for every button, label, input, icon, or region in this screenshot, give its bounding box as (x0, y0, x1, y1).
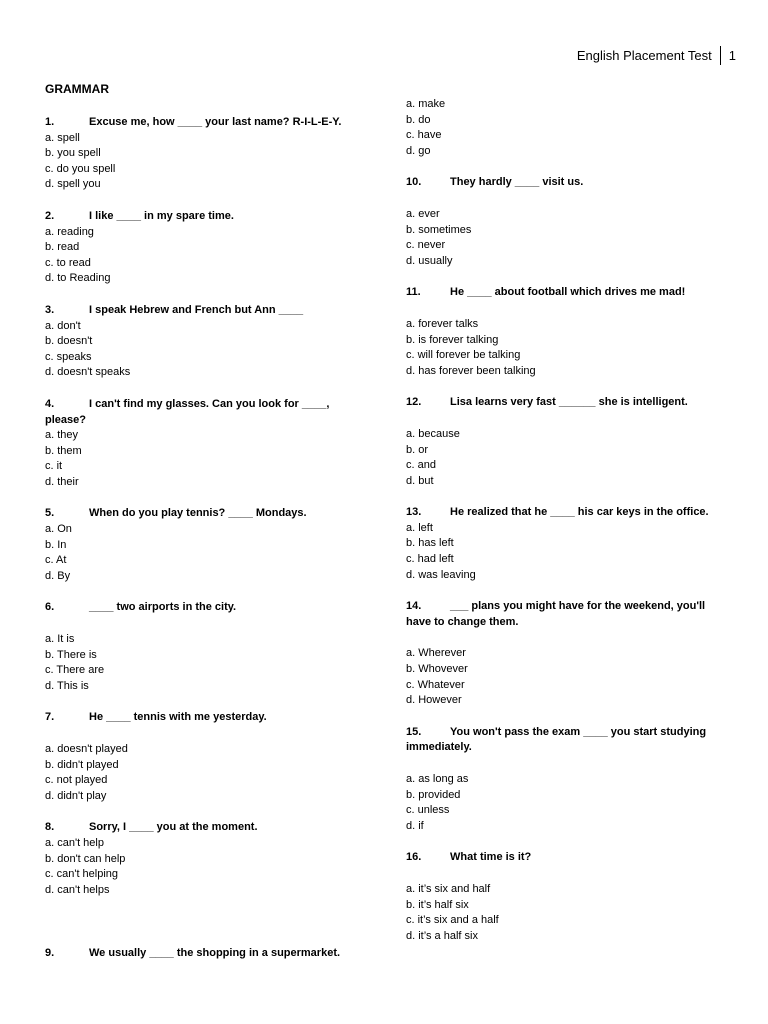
answer-option[interactable]: c. At (45, 554, 67, 567)
answer-option[interactable]: d. their (45, 475, 79, 488)
answer-option[interactable]: c. unless (406, 804, 450, 817)
answer-option[interactable]: a. On (45, 523, 72, 536)
answer-option[interactable]: c. never (406, 239, 446, 252)
question-16 (406, 850, 716, 944)
question-text: 5. When do you play tennis? ____ Mondays. (45, 507, 307, 520)
answer-option[interactable]: a. it’s six and half (406, 882, 491, 895)
answer-option[interactable]: b. didn't played (45, 758, 119, 771)
answer-option[interactable]: a. spell (45, 131, 80, 144)
left-column (45, 115, 345, 962)
question-text: 11. He ____ about football which drives me mad! (406, 286, 686, 299)
answer-option[interactable]: a. forever talks (406, 317, 479, 330)
section-title: GRAMMAR (45, 82, 109, 96)
answer-option[interactable]: d. doesn't speaks (45, 366, 131, 379)
answer-option[interactable]: c. and (406, 459, 436, 472)
answer-option[interactable]: b. you spell (45, 147, 101, 160)
right-column (406, 97, 716, 944)
answer-option[interactable]: b. has left (406, 537, 454, 550)
answer-option[interactable]: a. as long as (406, 773, 469, 785)
question-text: 7. He ____ tennis with me yesterday. (45, 711, 267, 724)
answer-option[interactable]: d. was leaving (406, 568, 476, 581)
question-8 (45, 820, 345, 898)
answer-option[interactable]: a. can't help (45, 836, 104, 849)
answer-option[interactable]: a. because (406, 427, 460, 440)
question-1 (45, 115, 345, 193)
answer-option[interactable]: d. can't helps (45, 883, 110, 896)
page-number: 1 (728, 48, 736, 63)
header-title: English Placement Test (576, 48, 712, 63)
question-11 (406, 285, 716, 379)
question-text: 13. He realized that he ____ his car keys in the office. (406, 506, 709, 519)
answer-option[interactable]: b. it’s half six (406, 898, 469, 911)
question-text: 15. You won't pass the exam ____ you start studying immediately. (406, 725, 707, 754)
answer-option[interactable]: c. Whatever (406, 678, 465, 691)
question-text: 4. I can't find my glasses. Can you look for ____, please? (45, 397, 330, 426)
question-text: 16. What time is it? (406, 851, 532, 864)
answer-option[interactable]: c. have (406, 129, 442, 142)
answer-option[interactable]: b. Whovever (406, 663, 468, 676)
answer-option[interactable]: a. make (406, 98, 446, 110)
question-text: 6. ____ two airports in the city. (45, 601, 237, 614)
answer-option[interactable]: d. go (406, 144, 431, 157)
answer-option[interactable]: a. don't (45, 319, 81, 332)
question-text: 3. I speak Hebrew and French but Ann ____ (45, 303, 304, 316)
answer-option[interactable]: c. it’s six and a half (406, 914, 499, 927)
question-6 (45, 600, 345, 694)
answer-option[interactable]: d. but (406, 474, 434, 487)
question-3 (45, 303, 345, 381)
page-header (577, 46, 736, 65)
answer-option[interactable]: c. had left (406, 553, 454, 566)
question-2 (45, 209, 345, 287)
answer-option[interactable]: b. sometimes (406, 223, 472, 236)
question-text: 1. Excuse me, how ____ your last name? R-I-L-E-Y. (45, 116, 342, 128)
answer-option[interactable]: b. read (45, 241, 80, 254)
question-9 (45, 946, 345, 962)
answer-option[interactable]: a. reading (45, 225, 94, 238)
answer-option[interactable]: c. it (45, 460, 63, 473)
answer-option[interactable]: c. There are (45, 664, 105, 677)
answer-option[interactable]: a. ever (406, 207, 440, 220)
question-15 (406, 725, 716, 835)
answer-option[interactable]: d. has forever been talking (406, 364, 536, 377)
answer-option[interactable]: c. not played (45, 774, 108, 787)
question-text: 8. Sorry, I ____ you at the moment. (45, 821, 258, 834)
answer-option[interactable]: b. doesn't (45, 335, 93, 348)
answer-option[interactable]: d. if (406, 819, 424, 832)
answer-option[interactable]: c. to read (45, 256, 91, 269)
answer-option[interactable]: b. In (45, 538, 67, 551)
answer-option[interactable]: b. There is (45, 648, 97, 661)
question-text: 12. Lisa learns very fast ______ she is intelligent. (406, 396, 688, 409)
question-text: 2. I like ____ in my spare time. (45, 209, 234, 222)
answer-option[interactable]: a. left (406, 521, 433, 534)
answer-option[interactable]: d. to Reading (45, 272, 111, 285)
question-5 (45, 506, 345, 584)
answer-option[interactable]: c. speaks (45, 350, 92, 363)
answer-option[interactable]: b. or (406, 443, 429, 456)
question-4 (45, 397, 345, 491)
answer-option[interactable]: b. do (406, 113, 431, 126)
question-text: 14. ___ plans you might have for the weekend, you'll have to change them. (406, 600, 706, 628)
answer-option[interactable]: c. will forever be talking (406, 349, 521, 362)
answer-option[interactable]: d. However (406, 694, 462, 707)
answer-option[interactable]: a. It is (45, 633, 75, 646)
answer-option[interactable]: b. provided (406, 788, 461, 801)
answer-option[interactable]: d. spell you (45, 178, 101, 191)
question-7 (45, 710, 345, 804)
question-9-options (406, 97, 716, 159)
answer-option[interactable]: a. Wherever (406, 647, 466, 660)
question-text: 10. They hardly ____ visit us. (406, 176, 584, 189)
answer-option[interactable]: c. can't helping (45, 868, 119, 881)
question-text: 9. We usually ____ the shopping in a supermarket. (45, 947, 341, 960)
answer-option[interactable]: c. do you spell (45, 162, 116, 175)
answer-option[interactable]: d. This is (45, 679, 89, 692)
answer-option[interactable]: b. is forever talking (406, 333, 499, 346)
question-14 (406, 599, 716, 709)
question-13 (406, 505, 716, 583)
answer-option[interactable]: a. doesn't played (45, 743, 128, 755)
answer-option[interactable]: d. didn't play (45, 789, 107, 802)
question-12 (406, 395, 716, 489)
answer-option[interactable]: b. don't can help (45, 852, 126, 865)
answer-option[interactable]: a. they (45, 429, 79, 442)
answer-option[interactable]: d. By (45, 569, 71, 582)
answer-option[interactable]: d. usually (406, 254, 453, 267)
answer-option[interactable]: b. them (45, 444, 82, 457)
question-10 (406, 175, 716, 269)
answer-option[interactable]: d. it’s a half six (406, 929, 478, 942)
